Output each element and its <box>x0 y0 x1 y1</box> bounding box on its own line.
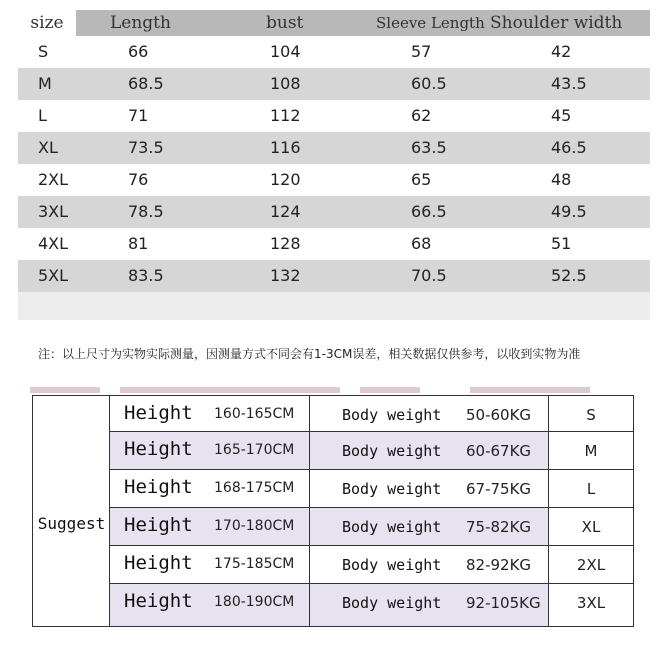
table-row <box>18 36 650 68</box>
cell-bust: 108 <box>270 74 301 93</box>
cell-bust: 104 <box>270 42 301 61</box>
suggest-label-cell <box>33 432 110 626</box>
cell-size: 2XL <box>38 170 69 189</box>
table-row <box>18 196 650 228</box>
cell-length: 68.5 <box>128 74 164 93</box>
body-weight-label: Body weight <box>342 518 442 536</box>
header-bust: bust <box>266 13 304 33</box>
cell-bust: 132 <box>270 266 301 285</box>
suggest-label: Suggest <box>37 514 106 533</box>
size-chart-table <box>18 10 650 320</box>
table-row <box>18 260 650 292</box>
size-suggestion-table <box>32 395 634 627</box>
height-range: 170-180CM <box>214 518 295 534</box>
header-length: Length <box>110 13 171 33</box>
table-row <box>18 132 650 164</box>
cell-shoulder-width: 48 <box>551 170 572 189</box>
cell-shoulder-width: 51 <box>551 234 572 253</box>
header-shoulder-width: Shoulder width <box>490 13 623 33</box>
height-label: Height <box>124 590 193 612</box>
height-label: Height <box>124 438 193 460</box>
cell-bust: 124 <box>270 202 301 221</box>
header-size: size <box>18 10 76 36</box>
cell-length: 73.5 <box>128 138 164 157</box>
suggested-size: 2XL <box>576 556 606 574</box>
cell-length: 78.5 <box>128 202 164 221</box>
cell-size: L <box>38 106 47 125</box>
height-label: Height <box>124 514 193 536</box>
weight-range: 50-60KG <box>466 406 532 424</box>
weight-range: 60-67KG <box>466 442 532 460</box>
cell-length: 66 <box>128 42 149 61</box>
faded-banner <box>30 383 630 395</box>
cell-size: 3XL <box>38 202 69 221</box>
measurement-note: 注：以上尺寸为实物实际测量，因测量方式不同会有1-3CM误差，相关数据仅供参考，以收到实物为准 <box>38 347 581 361</box>
cell-shoulder-width: 49.5 <box>551 202 587 221</box>
suggested-size: M <box>584 442 598 460</box>
body-weight-label: Body weight <box>342 442 442 460</box>
cell-length: 83.5 <box>128 266 164 285</box>
cell-size: XL <box>38 138 58 157</box>
height-range: 165-170CM <box>214 442 295 458</box>
table-footer-space <box>18 292 650 320</box>
suggest-row <box>110 584 633 626</box>
cell-shoulder-width: 42 <box>551 42 572 61</box>
suggested-size: 3XL <box>576 594 606 612</box>
height-range: 160-165CM <box>214 406 295 422</box>
cell-size: 5XL <box>38 266 69 285</box>
cell-sleeve-length: 60.5 <box>411 74 447 93</box>
table-row <box>18 164 650 196</box>
height-range: 175-185CM <box>214 556 295 572</box>
cell-sleeve-length: 65 <box>411 170 432 189</box>
cell-length: 76 <box>128 170 149 189</box>
suggested-size: S <box>586 406 596 424</box>
body-weight-label: Body weight <box>342 480 442 498</box>
suggested-size: L <box>586 480 596 498</box>
cell-bust: 128 <box>270 234 301 253</box>
cell-bust: 116 <box>270 138 301 157</box>
weight-range: 82-92KG <box>466 556 532 574</box>
suggest-row <box>110 546 633 584</box>
cell-length: 71 <box>128 106 149 125</box>
body-weight-label: Body weight <box>342 406 442 424</box>
suggested-size: XL <box>581 518 601 536</box>
weight-range: 92-105KG <box>466 594 541 612</box>
table-row <box>18 228 650 260</box>
cell-sleeve-length: 66.5 <box>411 202 447 221</box>
weight-range: 75-82KG <box>466 518 532 536</box>
cell-length: 81 <box>128 234 149 253</box>
cell-sleeve-length: 57 <box>411 42 432 61</box>
cell-sleeve-length: 62 <box>411 106 432 125</box>
cell-shoulder-width: 52.5 <box>551 266 587 285</box>
cell-shoulder-width: 43.5 <box>551 74 587 93</box>
cell-size: 4XL <box>38 234 69 253</box>
table-row <box>18 68 650 100</box>
table-row <box>18 100 650 132</box>
height-range: 180-190CM <box>214 594 295 610</box>
suggest-row <box>110 396 633 432</box>
cell-sleeve-length: 68 <box>411 234 432 253</box>
cell-shoulder-width: 46.5 <box>551 138 587 157</box>
suggest-blank-cell <box>33 396 110 432</box>
height-label: Height <box>124 476 193 498</box>
suggest-row <box>110 470 633 508</box>
height-range: 168-175CM <box>214 480 295 496</box>
cell-sleeve-length: 63.5 <box>411 138 447 157</box>
body-weight-label: Body weight <box>342 556 442 574</box>
height-label: Height <box>124 552 193 574</box>
cell-sleeve-length: 70.5 <box>411 266 447 285</box>
cell-shoulder-width: 45 <box>551 106 572 125</box>
cell-size: S <box>38 42 49 61</box>
cell-bust: 120 <box>270 170 301 189</box>
cell-size: M <box>38 74 52 93</box>
height-label: Height <box>124 402 193 424</box>
suggest-row <box>110 508 633 546</box>
weight-range: 67-75KG <box>466 480 532 498</box>
size-chart-header <box>18 10 650 36</box>
body-weight-label: Body weight <box>342 594 442 612</box>
header-sleeve-length: Sleeve Length <box>376 14 485 32</box>
suggest-row <box>110 432 633 470</box>
cell-bust: 112 <box>270 106 301 125</box>
